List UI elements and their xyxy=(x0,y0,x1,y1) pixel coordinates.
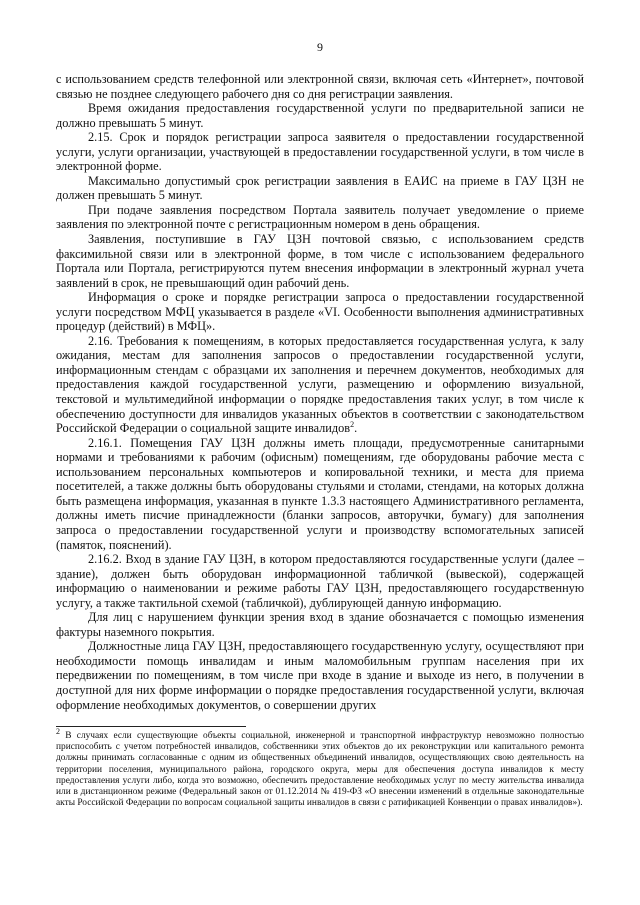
footnote-marker: 2 xyxy=(56,726,60,736)
footnote-text-paragraph xyxy=(56,726,584,809)
paragraph-registration-term: Максимально допустимый срок регистрации заявления в ЕАИС на приеме в ГАУ ЦЗН не должен превышать 5 минут. xyxy=(56,173,584,203)
paragraph-officials-assistance: Должностные лица ГАУ ЦЗН, предоставляющего государственную услугу, осуществляют при необходимости помощь инвалидам и иным маломобильным группам населения при их передвижении по помещениям, в том числе при входе в здание и выходе из него, в получении в доступной для них форме информации о порядке предоставления государственной услуги, включая оформление необходимых документов, о совершении других xyxy=(56,639,584,712)
paragraph-portal-notice: При подаче заявления посредством Портала заявитель получает уведомление о приеме заявления по электронной почте с регистрационным номером в день обращения. xyxy=(56,202,584,232)
footnote-text: В случаях если существующие объекты социальной, инженерной и транспортной инфраструктур невозможно полностью приспособить с учетом потребностей инвалидов, собственники этих объектов до их реконструкции или капитального ремонта должны принимать согласованные с одним из общественных объединений инвалидов, осуществляющих свою деятельность на территории поселения, муниципального района, городского округа, меры для обеспечения доступа инвалидов к месту предоставления услуги либо, когда это возможно, обеспечить предоставление необходимых услуг по месту жительства инвалида или в дистанционном режиме (Федеральный закон от 01.12.2014 № 419-ФЗ «О внесении изменений в отдельные законодательные акты Российской Федерации по вопросам социальной защиты инвалидов в связи с ратификацией Конвенции о правах инвалидов»). xyxy=(56,731,584,809)
paragraph-waiting-time: Время ожидания предоставления государственной услуги по предварительной записи не должно превышать 5 минут. xyxy=(56,101,584,130)
paragraph-mfc-info: Информация о сроке и порядке регистрации запроса о предоставлении государственной услуги посредством МФЦ указывается в разделе «VI. Особенности выполнения административных процедур (действий) в МФЦ». xyxy=(56,290,584,334)
paragraph-section-2-15: 2.15. Срок и порядок регистрации запроса заявителя о предоставлении государственной услуги, услуги организации, участвующей в предоставлении государственной услуги, в том числе в электронной форме. xyxy=(56,130,584,174)
paragraph-mail-registration: Заявления, поступившие в ГАУ ЦЗН почтовой связью, с использованием средств факсимильной связи или в электронной форме, в том числе с использованием федерального Портала или Портала, регистрируются путем внесения информации в электронный журнал учета заявлений в срок, не превышающий один рабочий день. xyxy=(56,232,584,290)
footnote xyxy=(56,726,584,809)
document-body xyxy=(56,72,584,712)
paragraph-continuation: с использованием средств телефонной или электронной связи, включая сеть «Интернет», почтовой связью не позднее следующего рабочего дня со дня регистрации заявления. xyxy=(56,72,584,101)
footnote-divider xyxy=(56,726,246,727)
footnote-reference: 2 xyxy=(350,420,355,430)
paragraph-section-2-16-1: 2.16.1. Помещения ГАУ ЦЗН должны иметь площади, предусмотренные санитарными нормами и требованиями к рабочим (офисным) помещениям, где оборудованы рабочие места с использованием персональных компьютеров и копировальной техники, и места для приема посетителей, а также должны быть оборудованы стульями и столами, стендами, на которых должна быть размещена информация, указанная в пункте 1.3.3 настоящего Административного регламента, должны иметь писчие принадлежности (бланки запросов, авторучки, бумагу) для заполнения запроса о предоставлении государственной услуги и производству вспомогательных записей (памяток, пояснений). xyxy=(56,435,584,552)
paragraph-section-2-16-2: 2.16.2. Вход в здание ГАУ ЦЗН, в котором предоставляются государственные услуги (далее – здание), должен быть оборудован информационной табличкой (вывеской), содержащей информацию о наименовании и режиме работы ГАУ ЦЗН, предоставляющего государственную услугу, а также тактильной схемой (табличкой), дублирующей данную информацию. xyxy=(56,552,584,610)
paragraph-vision-impaired: Для лиц с нарушением функции зрения вход в здание обозначается с помощью изменения фактуры наземного покрытия. xyxy=(56,610,584,639)
page-number: 9 xyxy=(317,40,323,54)
section-2-16-text: 2.16. Требования к помещениям, в которых предоставляется государственная услуга, к залу ожидания, местам для заполнения запросов о предоставлении государственной услуги, информационным стендам с образцами их заполнения и перечнем документов, необходимых для предоставления каждой государственной услуги, размещению и оформлению визуальной, текстовой и мультимедийной информации о порядке предоставления таких услуг, в том числе к обеспечению доступности для инвалидов указанных объектов в соответствии с законодательством Российской Федерации о социальной защите инвалидов xyxy=(56,333,584,436)
paragraph-section-2-16: 2.16. Требования к помещениям, в которых предоставляется государственная услуга, к залу ожидания, местам для заполнения запросов о предоставлении государственной услуги, информационным стендам с образцами их заполнения и перечнем документов, необходимых для предоставления каждой государственной услуги, размещению и оформлению визуальной, текстовой и мультимедийной информации о порядке предоставления таких услуг, в том числе к обеспечению доступности для инвалидов указанных объектов в соответствии с законодательством Российской Федерации о социальной защите инвалидов$^2$. xyxy=(56,333,584,436)
